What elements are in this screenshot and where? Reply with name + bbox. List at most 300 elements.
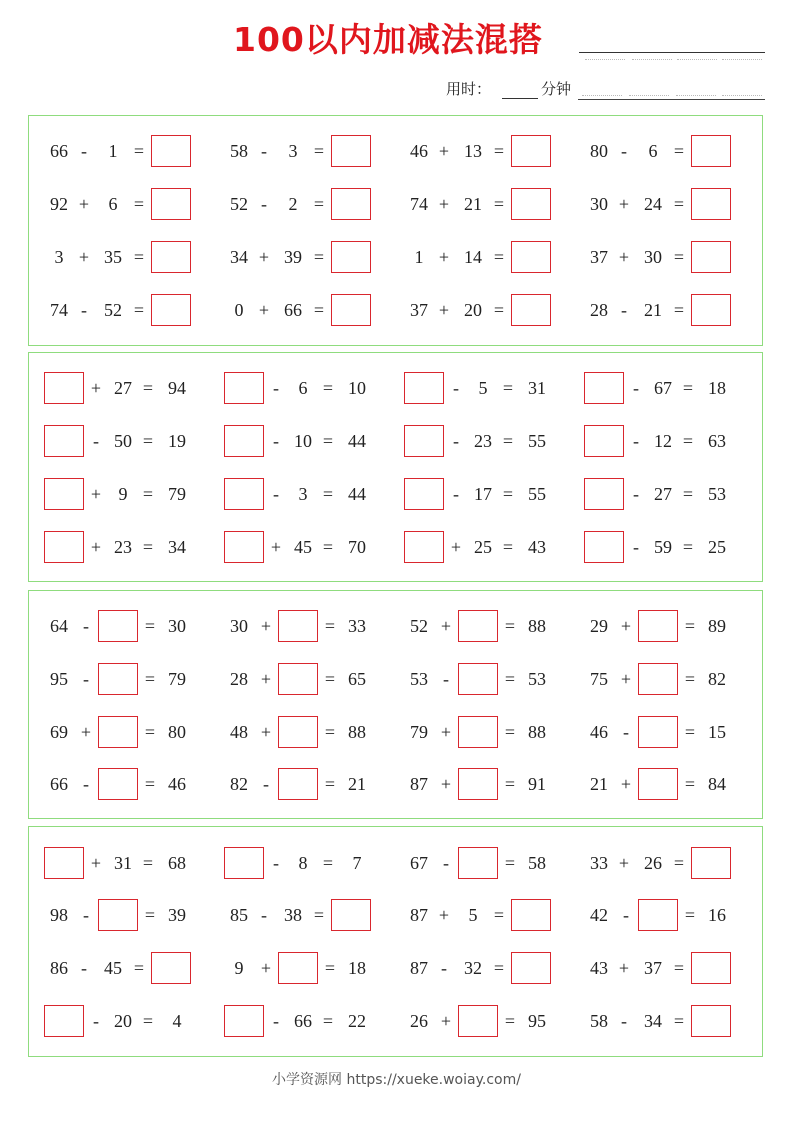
operand-number: 17 xyxy=(474,484,492,504)
operand-number: 30 xyxy=(644,247,662,267)
operator: - xyxy=(273,378,279,398)
answer-box[interactable] xyxy=(224,425,264,457)
operand-number: 75 xyxy=(590,669,608,689)
equals-sign: = xyxy=(133,141,145,161)
operand-number: 66 xyxy=(294,1011,312,1031)
equals-sign: = xyxy=(142,378,154,398)
operand-number: 79 xyxy=(410,722,428,742)
equation xyxy=(400,663,575,695)
answer-box[interactable] xyxy=(278,768,318,800)
equals-sign: = xyxy=(684,669,696,689)
equation xyxy=(580,847,755,879)
result-number: 68 xyxy=(168,853,186,873)
equals-sign: = xyxy=(493,141,505,161)
result-number: 88 xyxy=(528,616,546,636)
operand-number: 37 xyxy=(410,300,428,320)
operator: + xyxy=(90,484,102,504)
equation xyxy=(220,372,395,404)
answer-box[interactable] xyxy=(638,768,678,800)
equals-sign: = xyxy=(502,484,514,504)
answer-box[interactable] xyxy=(691,241,731,273)
result-number: 30 xyxy=(168,616,186,636)
dotted-guide xyxy=(722,95,762,96)
answer-box[interactable] xyxy=(278,716,318,748)
answer-box[interactable] xyxy=(404,425,444,457)
equation xyxy=(400,610,575,642)
equals-sign: = xyxy=(144,774,156,794)
equation xyxy=(40,425,215,457)
name-write-line[interactable] xyxy=(579,52,765,53)
result-number: 63 xyxy=(708,431,726,451)
answer-box[interactable] xyxy=(638,610,678,642)
operator: + xyxy=(440,616,452,636)
equation xyxy=(580,135,755,167)
operand-number: 43 xyxy=(590,958,608,978)
result-number: 10 xyxy=(348,378,366,398)
answer-box[interactable] xyxy=(44,478,84,510)
answer-box[interactable] xyxy=(151,135,191,167)
operand-number: 20 xyxy=(114,1011,132,1031)
dotted-guide xyxy=(722,59,762,60)
equals-sign: = xyxy=(504,853,516,873)
operand-number: 30 xyxy=(590,194,608,214)
operand-number: 9 xyxy=(234,958,244,978)
operand-number: 87 xyxy=(410,905,428,925)
equals-sign: = xyxy=(673,300,685,320)
equation xyxy=(580,952,755,984)
operand-number: 87 xyxy=(410,958,428,978)
answer-box[interactable] xyxy=(44,372,84,404)
time-write-line[interactable] xyxy=(578,99,765,100)
equation xyxy=(220,899,395,931)
operand-number: 66 xyxy=(50,141,68,161)
equation xyxy=(400,188,575,220)
equation xyxy=(220,610,395,642)
equals-sign: = xyxy=(493,905,505,925)
operator: - xyxy=(443,853,449,873)
result-number: 89 xyxy=(708,616,726,636)
operator: - xyxy=(621,300,627,320)
equals-sign: = xyxy=(322,537,334,557)
result-number: 80 xyxy=(168,722,186,742)
operand-number: 20 xyxy=(464,300,482,320)
equation xyxy=(580,716,755,748)
result-number: 84 xyxy=(708,774,726,794)
equation xyxy=(220,478,395,510)
operand-number: 26 xyxy=(644,853,662,873)
answer-box[interactable] xyxy=(98,899,138,931)
answer-box[interactable] xyxy=(224,847,264,879)
result-number: 43 xyxy=(528,537,546,557)
equation xyxy=(580,425,755,457)
operator: + xyxy=(620,616,632,636)
equation xyxy=(220,425,395,457)
equals-sign: = xyxy=(144,722,156,742)
operator: - xyxy=(633,378,639,398)
answer-box[interactable] xyxy=(151,188,191,220)
answer-box[interactable] xyxy=(458,610,498,642)
equation xyxy=(220,952,395,984)
equation xyxy=(40,294,215,326)
result-number: 70 xyxy=(348,537,366,557)
equals-sign: = xyxy=(324,722,336,742)
operand-number: 32 xyxy=(464,958,482,978)
answer-box[interactable] xyxy=(458,847,498,879)
equals-sign: = xyxy=(322,378,334,398)
operator: - xyxy=(93,431,99,451)
dotted-guide xyxy=(677,59,717,60)
operand-number: 45 xyxy=(104,958,122,978)
result-number: 65 xyxy=(348,669,366,689)
operand-number: 46 xyxy=(590,722,608,742)
operand-number: 95 xyxy=(50,669,68,689)
equals-sign: = xyxy=(133,247,145,267)
operand-number: 67 xyxy=(654,378,672,398)
equals-sign: = xyxy=(684,722,696,742)
equals-sign: = xyxy=(673,194,685,214)
equation xyxy=(40,716,215,748)
equation xyxy=(400,294,575,326)
operator: + xyxy=(438,194,450,214)
operand-number: 27 xyxy=(654,484,672,504)
equals-sign: = xyxy=(142,853,154,873)
operand-number: 64 xyxy=(50,616,68,636)
operand-number: 21 xyxy=(464,194,482,214)
answer-box[interactable] xyxy=(458,716,498,748)
result-number: 19 xyxy=(168,431,186,451)
answer-box[interactable] xyxy=(98,768,138,800)
result-number: 25 xyxy=(708,537,726,557)
answer-box[interactable] xyxy=(511,899,551,931)
time-minutes-blank[interactable] xyxy=(502,98,538,99)
operator: + xyxy=(270,537,282,557)
result-number: 79 xyxy=(168,669,186,689)
equals-sign: = xyxy=(504,669,516,689)
operand-number: 53 xyxy=(410,669,428,689)
operand-number: 33 xyxy=(590,853,608,873)
answer-box[interactable] xyxy=(224,478,264,510)
equals-sign: = xyxy=(133,194,145,214)
operand-number: 66 xyxy=(50,774,68,794)
equals-sign: = xyxy=(673,958,685,978)
time-label: 用时： xyxy=(446,80,492,98)
result-number: 95 xyxy=(528,1011,546,1031)
answer-box[interactable] xyxy=(151,241,191,273)
answer-box[interactable] xyxy=(98,716,138,748)
operand-number: 58 xyxy=(590,1011,608,1031)
equation xyxy=(400,241,575,273)
equals-sign: = xyxy=(313,300,325,320)
operand-number: 38 xyxy=(284,905,302,925)
operand-number: 42 xyxy=(590,905,608,925)
operand-number: 10 xyxy=(294,431,312,451)
answer-box[interactable] xyxy=(404,531,444,563)
answer-box[interactable] xyxy=(98,663,138,695)
operator: - xyxy=(261,905,267,925)
dotted-guide xyxy=(632,59,672,60)
equation xyxy=(400,952,575,984)
equals-sign: = xyxy=(504,722,516,742)
operator: + xyxy=(260,616,272,636)
dotted-guide xyxy=(676,95,716,96)
operand-number: 6 xyxy=(298,378,308,398)
operator: + xyxy=(90,853,102,873)
equation xyxy=(40,768,215,800)
operand-number: 3 xyxy=(54,247,64,267)
operand-number: 6 xyxy=(108,194,118,214)
equals-sign: = xyxy=(313,905,325,925)
answer-box[interactable] xyxy=(44,531,84,563)
equals-sign: = xyxy=(502,431,514,451)
equation xyxy=(220,188,395,220)
equation xyxy=(220,294,395,326)
equation xyxy=(580,899,755,931)
answer-box[interactable] xyxy=(224,372,264,404)
operand-number: 69 xyxy=(50,722,68,742)
equation xyxy=(40,663,215,695)
equals-sign: = xyxy=(133,958,145,978)
answer-box[interactable] xyxy=(511,294,551,326)
answer-box[interactable] xyxy=(638,663,678,695)
equals-sign: = xyxy=(504,616,516,636)
equals-sign: = xyxy=(673,1011,685,1031)
operator: + xyxy=(440,722,452,742)
operand-number: 46 xyxy=(410,141,428,161)
answer-box[interactable] xyxy=(638,899,678,931)
operand-number: 52 xyxy=(230,194,248,214)
operand-number: 35 xyxy=(104,247,122,267)
result-number: 4 xyxy=(172,1011,182,1031)
equals-sign: = xyxy=(504,1011,516,1031)
equation xyxy=(400,425,575,457)
operand-number: 34 xyxy=(230,247,248,267)
operand-number: 58 xyxy=(230,141,248,161)
result-number: 58 xyxy=(528,853,546,873)
operand-number: 28 xyxy=(230,669,248,689)
operand-number: 6 xyxy=(648,141,658,161)
operand-number: 87 xyxy=(410,774,428,794)
answer-box[interactable] xyxy=(44,847,84,879)
operator: - xyxy=(633,484,639,504)
answer-box[interactable] xyxy=(584,531,624,563)
result-number: 18 xyxy=(348,958,366,978)
operand-number: 52 xyxy=(104,300,122,320)
answer-box[interactable] xyxy=(331,188,371,220)
operand-number: 85 xyxy=(230,905,248,925)
equation xyxy=(220,768,395,800)
operand-number: 3 xyxy=(288,141,298,161)
equation xyxy=(580,372,755,404)
operand-number: 37 xyxy=(644,958,662,978)
equation xyxy=(580,768,755,800)
operator: + xyxy=(260,958,272,978)
answer-box[interactable] xyxy=(584,372,624,404)
answer-box[interactable] xyxy=(511,135,551,167)
operator: - xyxy=(633,537,639,557)
equals-sign: = xyxy=(324,774,336,794)
answer-box[interactable] xyxy=(278,663,318,695)
equation xyxy=(580,663,755,695)
operator: - xyxy=(81,141,87,161)
answer-box[interactable] xyxy=(691,135,731,167)
operator: - xyxy=(261,141,267,161)
equals-sign: = xyxy=(684,905,696,925)
answer-box[interactable] xyxy=(691,952,731,984)
answer-box[interactable] xyxy=(458,663,498,695)
operator: - xyxy=(93,1011,99,1031)
equals-sign: = xyxy=(493,958,505,978)
answer-box[interactable] xyxy=(331,135,371,167)
equation xyxy=(400,478,575,510)
equation xyxy=(580,531,755,563)
operator: - xyxy=(453,431,459,451)
operand-number: 92 xyxy=(50,194,68,214)
equation xyxy=(580,1005,755,1037)
answer-box[interactable] xyxy=(511,952,551,984)
answer-box[interactable] xyxy=(44,425,84,457)
operator: - xyxy=(83,669,89,689)
operator: - xyxy=(621,141,627,161)
answer-box[interactable] xyxy=(511,241,551,273)
operand-number: 27 xyxy=(114,378,132,398)
dotted-guide xyxy=(582,95,622,96)
operand-number: 14 xyxy=(464,247,482,267)
equation xyxy=(400,768,575,800)
operator: + xyxy=(618,853,630,873)
equals-sign: = xyxy=(313,141,325,161)
operator: - xyxy=(261,194,267,214)
equation xyxy=(400,1005,575,1037)
result-number: 55 xyxy=(528,484,546,504)
answer-box[interactable] xyxy=(584,478,624,510)
answer-box[interactable] xyxy=(511,188,551,220)
equals-sign: = xyxy=(324,616,336,636)
answer-box[interactable] xyxy=(278,952,318,984)
answer-box[interactable] xyxy=(638,716,678,748)
answer-box[interactable] xyxy=(691,294,731,326)
operator: + xyxy=(618,958,630,978)
equation xyxy=(400,135,575,167)
equals-sign: = xyxy=(144,905,156,925)
answer-box[interactable] xyxy=(691,1005,731,1037)
answer-box[interactable] xyxy=(584,425,624,457)
operand-number: 28 xyxy=(590,300,608,320)
equation xyxy=(40,952,215,984)
equation xyxy=(40,188,215,220)
answer-box[interactable] xyxy=(691,847,731,879)
result-number: 91 xyxy=(528,774,546,794)
equals-sign: = xyxy=(493,300,505,320)
operator: - xyxy=(273,431,279,451)
equals-sign: = xyxy=(313,247,325,267)
operand-number: 31 xyxy=(114,853,132,873)
answer-box[interactable] xyxy=(278,610,318,642)
result-number: 53 xyxy=(708,484,726,504)
answer-box[interactable] xyxy=(331,241,371,273)
operand-number: 82 xyxy=(230,774,248,794)
equation xyxy=(400,847,575,879)
operator: + xyxy=(450,537,462,557)
operator: - xyxy=(621,1011,627,1031)
answer-box[interactable] xyxy=(404,372,444,404)
operand-number: 5 xyxy=(468,905,478,925)
operator: + xyxy=(438,300,450,320)
operand-number: 80 xyxy=(590,141,608,161)
operator: + xyxy=(258,247,270,267)
answer-box[interactable] xyxy=(151,294,191,326)
equals-sign: = xyxy=(502,537,514,557)
equation xyxy=(580,610,755,642)
answer-box[interactable] xyxy=(691,188,731,220)
equals-sign: = xyxy=(322,1011,334,1031)
answer-box[interactable] xyxy=(404,478,444,510)
operator: + xyxy=(78,194,90,214)
operator: + xyxy=(620,774,632,794)
equals-sign: = xyxy=(142,1011,154,1031)
result-number: 53 xyxy=(528,669,546,689)
answer-box[interactable] xyxy=(458,768,498,800)
answer-box[interactable] xyxy=(331,899,371,931)
result-number: 46 xyxy=(168,774,186,794)
equals-sign: = xyxy=(142,484,154,504)
answer-box[interactable] xyxy=(98,610,138,642)
operand-number: 13 xyxy=(464,141,482,161)
result-number: 22 xyxy=(348,1011,366,1031)
equation xyxy=(580,241,755,273)
equation xyxy=(400,716,575,748)
result-number: 44 xyxy=(348,484,366,504)
result-number: 18 xyxy=(708,378,726,398)
operator: + xyxy=(438,905,450,925)
operator: + xyxy=(80,722,92,742)
operand-number: 1 xyxy=(108,141,118,161)
operand-number: 24 xyxy=(644,194,662,214)
operator: + xyxy=(260,669,272,689)
answer-box[interactable] xyxy=(151,952,191,984)
answer-box[interactable] xyxy=(224,531,264,563)
result-number: 44 xyxy=(348,431,366,451)
dotted-guide xyxy=(585,59,625,60)
result-number: 21 xyxy=(348,774,366,794)
operand-number: 86 xyxy=(50,958,68,978)
operator: - xyxy=(443,669,449,689)
equation xyxy=(580,188,755,220)
equals-sign: = xyxy=(504,774,516,794)
answer-box[interactable] xyxy=(44,1005,84,1037)
operand-number: 98 xyxy=(50,905,68,925)
operator: - xyxy=(81,300,87,320)
answer-box[interactable] xyxy=(224,1005,264,1037)
result-number: 94 xyxy=(168,378,186,398)
operator: + xyxy=(440,774,452,794)
operand-number: 1 xyxy=(414,247,424,267)
equals-sign: = xyxy=(684,774,696,794)
operand-number: 59 xyxy=(654,537,672,557)
equals-sign: = xyxy=(322,853,334,873)
equation xyxy=(400,899,575,931)
operator: - xyxy=(623,905,629,925)
result-number: 79 xyxy=(168,484,186,504)
equals-sign: = xyxy=(322,484,334,504)
equals-sign: = xyxy=(493,194,505,214)
operator: + xyxy=(438,247,450,267)
answer-box[interactable] xyxy=(331,294,371,326)
operator: + xyxy=(440,1011,452,1031)
answer-box[interactable] xyxy=(458,1005,498,1037)
operand-number: 74 xyxy=(50,300,68,320)
result-number: 82 xyxy=(708,669,726,689)
operand-number: 3 xyxy=(298,484,308,504)
